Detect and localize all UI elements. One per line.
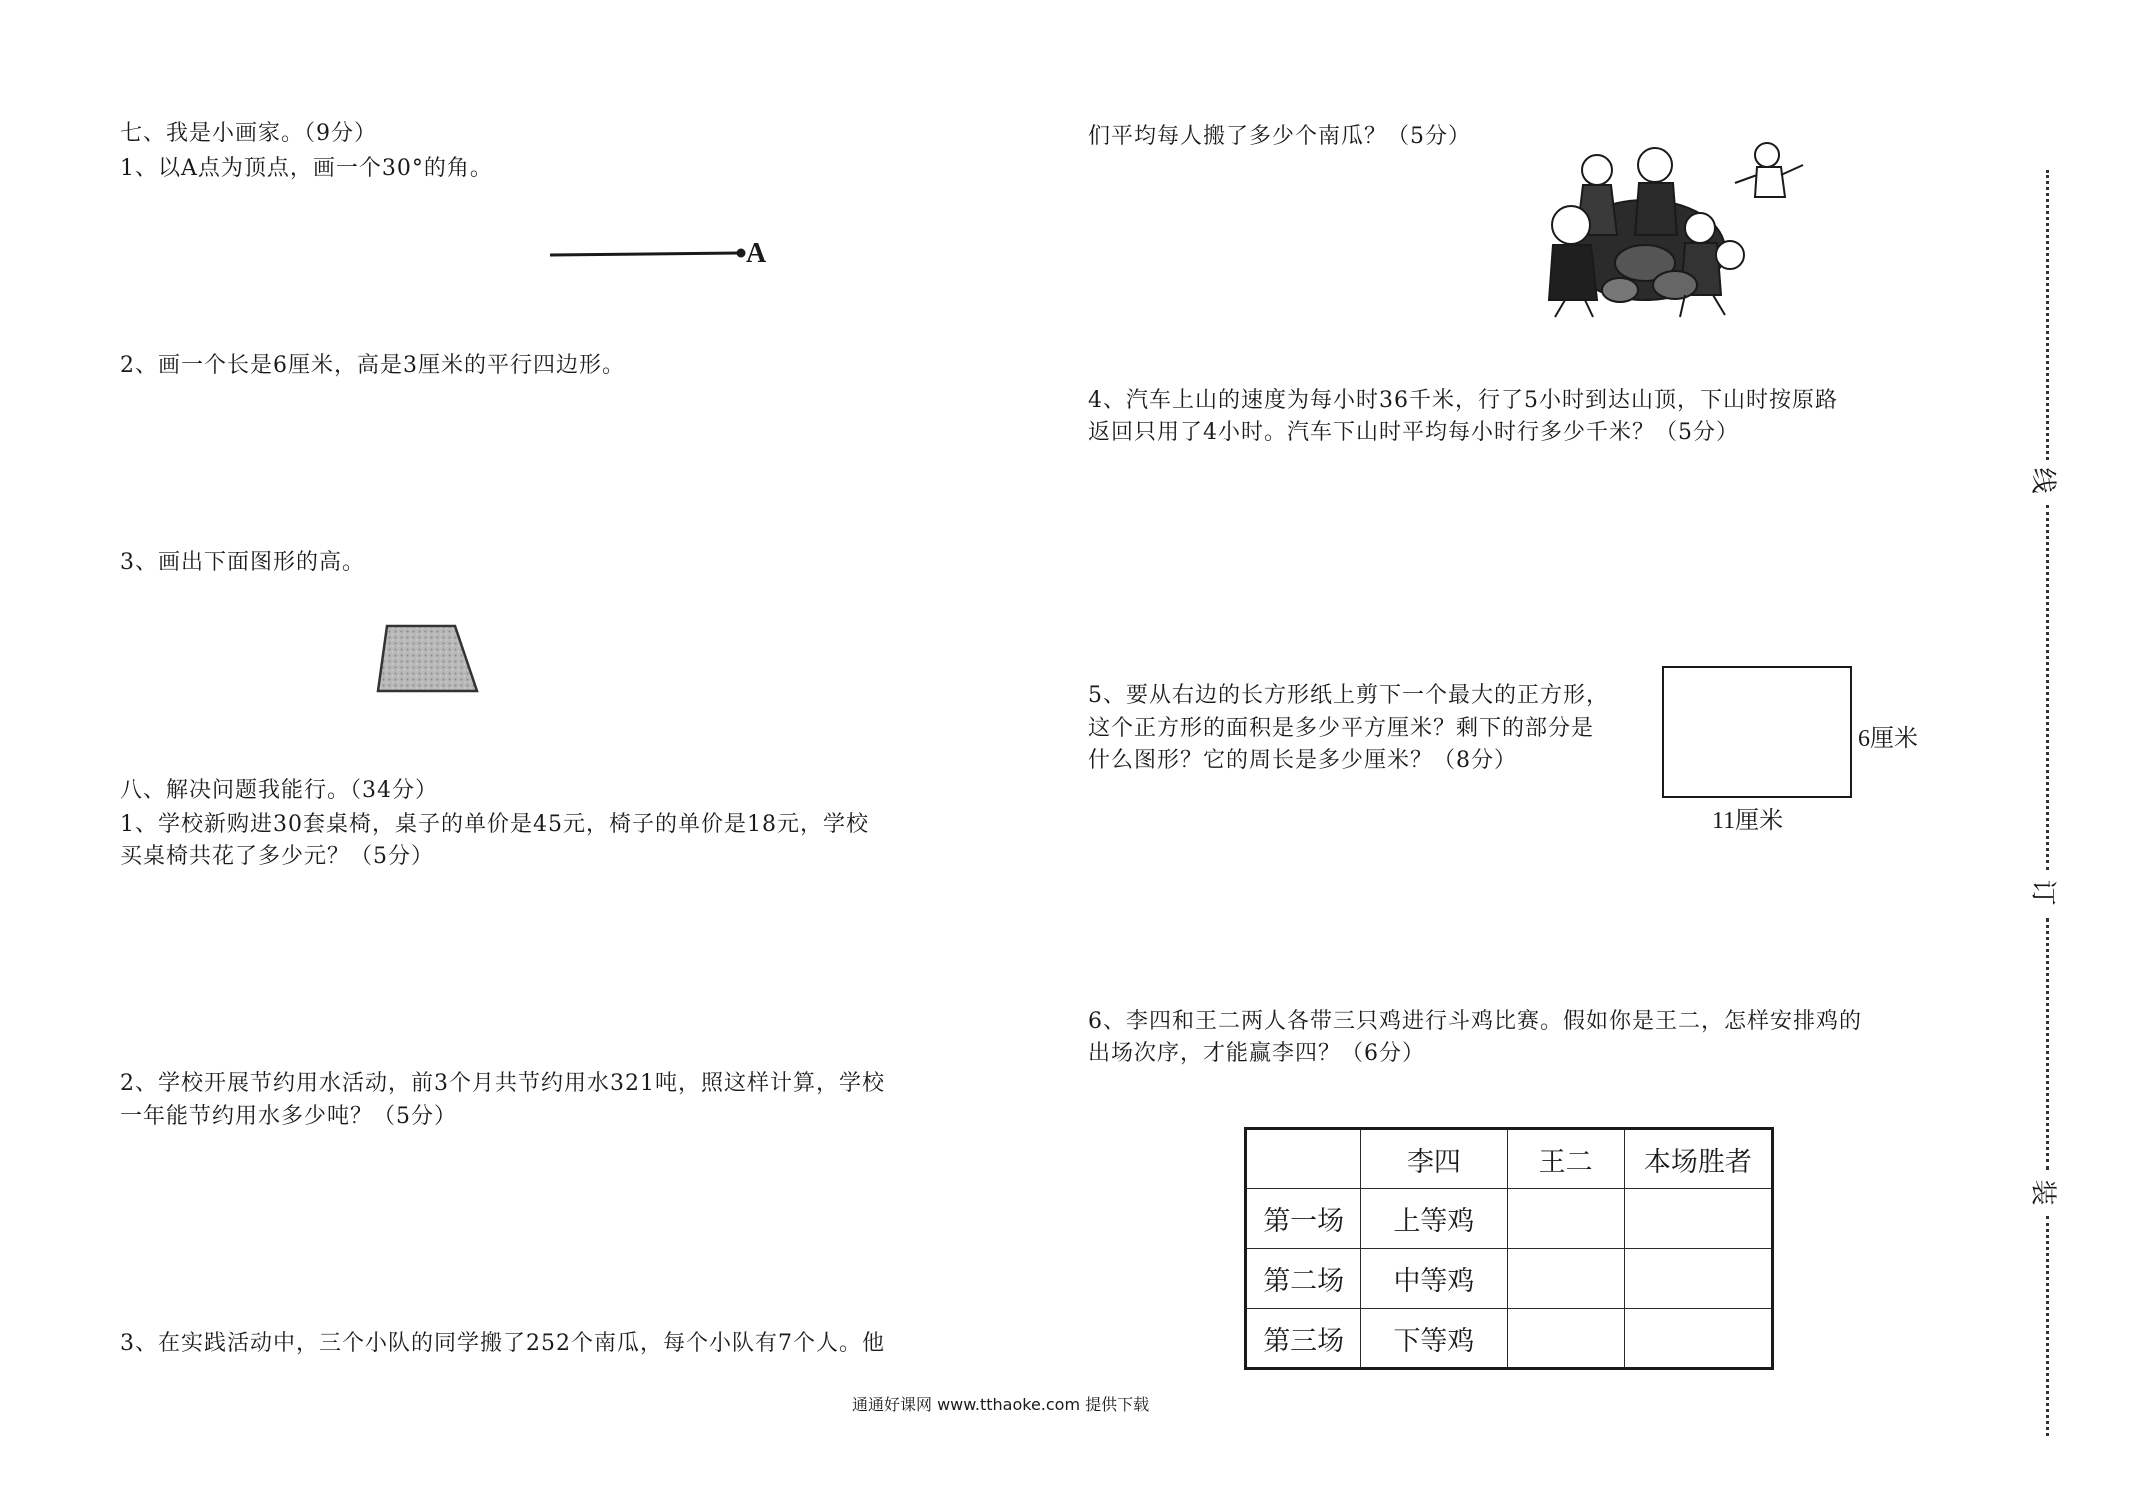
table-header-cell: 李四 <box>1361 1129 1507 1189</box>
children-carrying-pumpkins-illustration <box>1535 135 1815 325</box>
table-cell: 第一场 <box>1246 1189 1361 1249</box>
table-row <box>1246 1249 1773 1309</box>
section-7-title: 七、我是小画家。（9分） <box>120 121 377 146</box>
question-8-2-line1: 2、学校开展节约用水活动，前3个月共节约用水321吨，照这样计算，学校 <box>120 1071 885 1096</box>
question-8-3-line1: 3、在实践活动中，三个小队的同学搬了252个南瓜，每个小队有7个人。他 <box>120 1331 885 1356</box>
table-header-row <box>1246 1129 1773 1189</box>
table-cell <box>1507 1249 1624 1309</box>
binding-char-ding: 订 <box>2027 879 2058 906</box>
question-8-5-line2: 这个正方形的面积是多少平方厘米？剩下的部分是 <box>1088 716 1595 741</box>
question-8-5-line3: 什么图形？它的周长是多少厘米？（8分） <box>1088 748 1517 773</box>
rect-height-label: 6厘米 <box>1858 726 1918 752</box>
point-a-dot <box>737 249 746 258</box>
binding-char-xian: 线 <box>2027 467 2058 494</box>
table-cell: 下等鸡 <box>1361 1309 1507 1369</box>
trapezoid-shape <box>378 626 477 691</box>
trapezoid-figure <box>370 618 490 698</box>
table-header-cell <box>1246 1129 1361 1189</box>
question-7-1: 1、以A点为顶点，画一个30°的角。 <box>120 156 493 181</box>
table-cell <box>1507 1189 1624 1249</box>
rect-width-label: 11厘米 <box>1712 808 1784 834</box>
binding-dotted-line-lower <box>2046 918 2049 1170</box>
binding-dotted-line-bottom <box>2046 1216 2049 1436</box>
question-7-2: 2、画一个长是6厘米，高是3厘米的平行四边形。 <box>120 353 625 378</box>
cockfight-table <box>1244 1127 1774 1370</box>
ray-line <box>550 253 740 255</box>
question-7-3: 3、画出下面图形的高。 <box>120 550 365 575</box>
question-8-4-line1: 4、汽车上山的速度为每小时36千米，行了5小时到达山顶，下山时按原路 <box>1088 388 1838 413</box>
section-8-title: 八、解决问题我能行。（34分） <box>120 778 438 803</box>
table-header-cell: 王二 <box>1507 1129 1624 1189</box>
table-cell <box>1624 1189 1772 1249</box>
table-cell: 第二场 <box>1246 1249 1361 1309</box>
question-8-6-line1: 6、李四和王二两人各带三只鸡进行斗鸡比赛。假如你是王二，怎样安排鸡的 <box>1088 1009 1862 1034</box>
table-row <box>1246 1309 1773 1369</box>
rectangle-paper-figure <box>1662 666 1852 798</box>
question-8-3-line2: 们平均每人搬了多少个南瓜？（5分） <box>1088 124 1471 149</box>
table-cell <box>1507 1309 1624 1369</box>
question-8-1-line2: 买桌椅共花了多少元？（5分） <box>120 844 434 869</box>
binding-dotted-line-middle <box>2046 505 2049 870</box>
question-8-6-line2: 出场次序，才能赢李四？（6分） <box>1088 1041 1425 1066</box>
table-cell: 上等鸡 <box>1361 1189 1507 1249</box>
table-cell <box>1624 1249 1772 1309</box>
table-cell <box>1624 1309 1772 1369</box>
binding-dotted-line-top <box>2046 170 2049 460</box>
question-8-4-line2: 返回只用了4小时。汽车下山时平均每小时行多少千米？（5分） <box>1088 420 1739 445</box>
footer-source: 通通好课网 www.tthaoke.com 提供下载 <box>852 1395 1150 1414</box>
question-8-5-line1: 5、要从右边的长方形纸上剪下一个最大的正方形， <box>1088 683 1609 708</box>
table-header-cell: 本场胜者 <box>1624 1129 1772 1189</box>
point-a-label: A <box>746 238 767 269</box>
ray-figure <box>540 238 780 278</box>
binding-char-zhuang: 装 <box>2027 1179 2058 1206</box>
table-cell: 中等鸡 <box>1361 1249 1507 1309</box>
question-8-1-line1: 1、学校新购进30套桌椅，桌子的单价是45元，椅子的单价是18元，学校 <box>120 812 869 837</box>
table-row <box>1246 1189 1773 1249</box>
table-cell: 第三场 <box>1246 1309 1361 1369</box>
question-8-2-line2: 一年能节约用水多少吨？（5分） <box>120 1104 457 1129</box>
